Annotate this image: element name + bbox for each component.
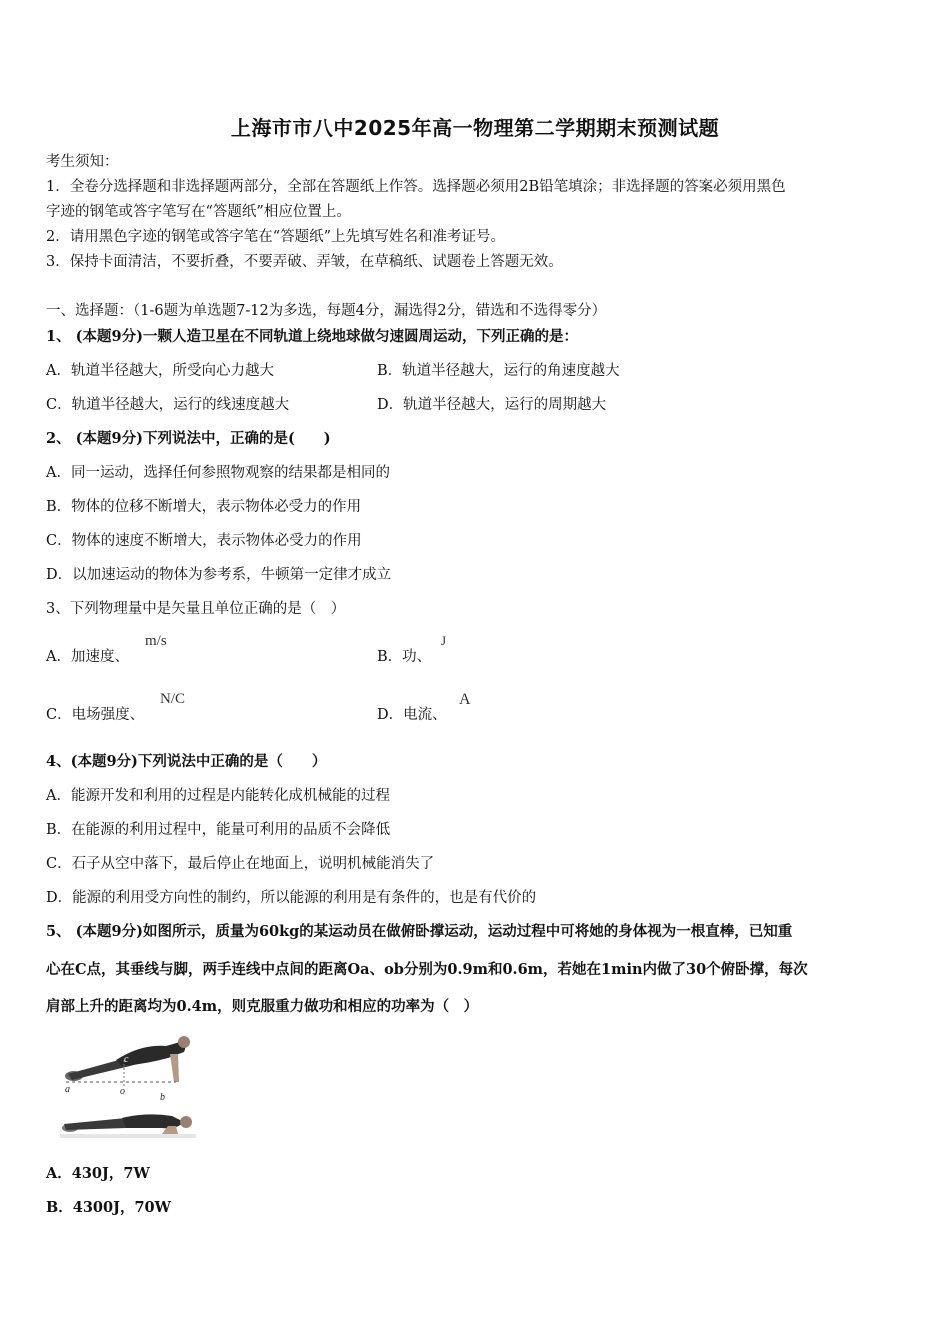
q3-option-a-unit: m/s [145, 633, 167, 649]
figure-label-a: a [65, 1084, 70, 1095]
q5-option-a: A．430J，7W [46, 1165, 150, 1182]
notice-item-1-line-2: 字迹的钢笔或答字笔写在“答题纸”相应位置上。 [46, 204, 351, 220]
notice-heading: 考生须知： [46, 154, 119, 170]
head-shape [178, 1036, 190, 1048]
q5-stem-line-2: 心在C点，其垂线与脚，两手连线中点间的距离Oa、ob分别为0.9m和0.6m，若她在1min内做了30个俯卧撑，每次 [46, 961, 808, 978]
q1-stem: 1、 (本题9分)一颗人造卫星在不同轨道上绕地球做匀速圆周运动，下列正确的是： [46, 328, 578, 345]
q3-option-d-unit: A [459, 691, 471, 708]
q3-option-c: C．电场强度、 [46, 707, 145, 723]
q5-stem-line-3: 肩部上升的距离均为0.4m，则克服重力做功和相应的功率为（ ） [46, 998, 479, 1015]
q3-option-a: A．加速度、 [46, 649, 129, 665]
figure-label-o: o [120, 1086, 125, 1097]
q3-option-b-unit: J [441, 633, 447, 648]
figure-label-c: c [124, 1054, 129, 1065]
q2-option-c: C．物体的速度不断增大，表示物体必受力的作用 [46, 533, 362, 549]
figure-label-b: b [160, 1092, 165, 1103]
q3-option-d: D．电流、 [377, 707, 447, 723]
q4-option-c: C．石子从空中落下，最后停止在地面上，说明机械能消失了 [46, 856, 435, 872]
q3-option-c-unit: N/C [160, 691, 186, 707]
q4-stem: 4、(本题9分)下列说法中正确的是（ ） [46, 753, 327, 770]
q5-stem-line-1: 5、 (本题9分)如图所示，质量为60kg的某运动员在做俯卧撑运动，运动过程中可将她的身体视为一根直棒，已知重 [46, 923, 793, 940]
q2-stem: 2、 (本题9分)下列说法中，正确的是( ) [46, 430, 331, 447]
q2-option-d: D．以加速运动的物体为参考系，牛顿第一定律才成立 [46, 567, 392, 583]
lower-ground [60, 1134, 196, 1138]
pushup-figure [56, 1030, 200, 1154]
q1-option-a: A．轨道半径越大，所受向心力越大 [46, 363, 274, 379]
notice-item-1-line-1: 1．全卷分选择题和非选择题两部分，全部在答题纸上作答。选择题必须用2B铅笔填涂；非选择题的答案必须用黑色 [46, 179, 786, 195]
q2-option-a: A．同一运动，选择任何参照物观察的结果都是相同的 [46, 465, 390, 481]
q1-option-d: D．轨道半径越大，运行的周期越大 [377, 397, 607, 413]
notice-item-3: 3．保持卡面清洁，不要折叠，不要弄破、弄皱，在草稿纸、试题卷上答题无效。 [46, 254, 563, 270]
q1-option-b: B．轨道半径越大，运行的角速度越大 [377, 363, 620, 379]
section-heading: 一、选择题：（1-6题为单选题7-12为多选，每题4分，漏选得2分，错选和不选得零分） [46, 303, 607, 319]
q4-option-a: A．能源开发和利用的过程是内能转化成机械能的过程 [46, 788, 390, 804]
q3-option-b: B．功、 [377, 649, 432, 665]
q3-stem: 3、下列物理量中是矢量且单位正确的是（ ） [46, 601, 346, 617]
q2-option-b: B．物体的位移不断增大，表示物体必受力的作用 [46, 499, 362, 515]
notice-item-2: 2．请用黑色字迹的钢笔或答字笔在“答题纸”上先填写姓名和准考证号。 [46, 229, 506, 245]
lower-head-shape [180, 1116, 192, 1128]
page-title: 上海市市八中2025年高一物理第二学期期末预测试题 [230, 116, 720, 140]
q1-option-c: C．轨道半径越大，运行的线速度越大 [46, 397, 290, 413]
q5-option-b: B．4300J，70W [46, 1199, 171, 1216]
q4-option-d: D．能源的利用受方向性的制约，所以能源的利用是有条件的，也是有代价的 [46, 890, 537, 906]
q4-option-b: B．在能源的利用过程中，能量可利用的品质不会降低 [46, 822, 391, 838]
